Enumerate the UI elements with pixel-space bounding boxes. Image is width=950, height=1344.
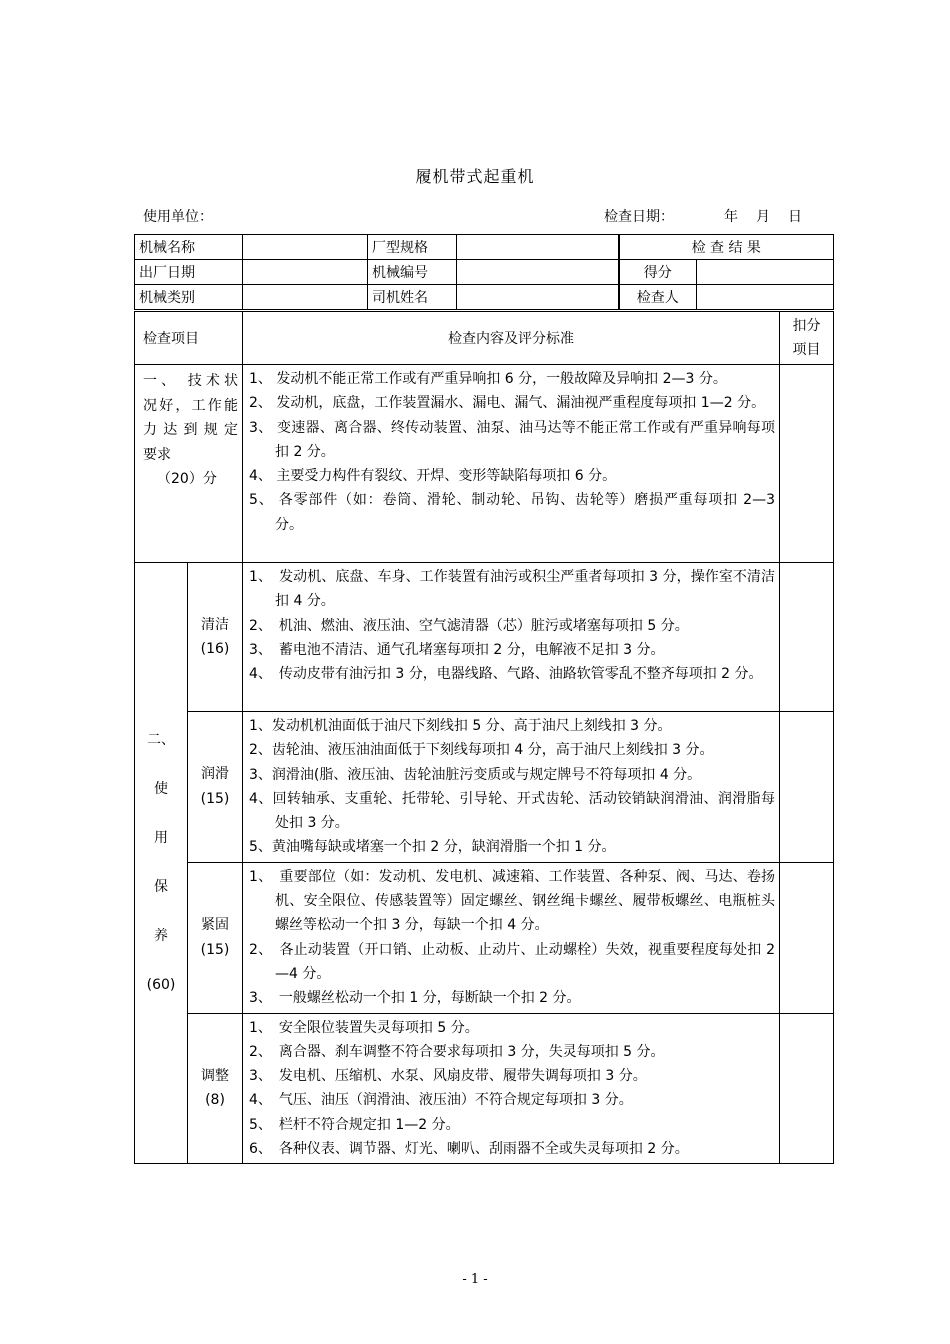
score-label: 得分 xyxy=(619,260,697,285)
unit-label: 使用单位： xyxy=(143,209,213,225)
col-header-deduct xyxy=(780,312,834,365)
section2-label xyxy=(135,563,188,1164)
inspection-table xyxy=(134,311,834,1164)
inspector-value[interactable] xyxy=(697,285,834,310)
deduct-cell[interactable] xyxy=(780,1013,834,1164)
col-header-content: 检查内容及评分标准 xyxy=(243,312,780,365)
result-header: 检 查 结 果 xyxy=(619,235,834,260)
score-value[interactable] xyxy=(697,260,834,285)
day-label: 日 xyxy=(788,209,802,225)
list-item: 1、 发动机、底盘、车身、工作装置有油污或积尘严重者每项扣 3 分，操作室不清洁扣 4 分。 xyxy=(249,569,775,610)
model-label: 厂型规格 xyxy=(368,235,457,260)
document-title: 履机带式起重机 xyxy=(415,167,535,186)
list-item: 2、 机油、燃油、液压油、空气滤清器（芯）脏污或堵塞每项扣 5 分。 xyxy=(249,617,689,634)
month-label: 月 xyxy=(756,209,770,225)
inspection-date xyxy=(604,206,802,226)
list-item: 2、 发动机，底盘，工作装置漏水、漏电、漏气、漏油视严重程度每项扣 1—2 分。 xyxy=(249,395,766,412)
inspector-label: 检查人 xyxy=(619,285,697,310)
section1-label xyxy=(135,365,243,563)
machine-type-label: 机械类别 xyxy=(135,285,243,310)
sub-score: (15) xyxy=(200,941,230,958)
deduct-label-2: 项目 xyxy=(792,342,821,358)
sub-name: 润滑 xyxy=(201,766,229,783)
sub-clean-items xyxy=(243,563,780,712)
list-item: 1、发动机机油面低于油尺下刻线扣 5 分、高于油尺上刻线扣 3 分。 xyxy=(249,718,672,734)
list-item: 5、 各零部件（如：卷筒、滑轮、制动轮、吊钩、齿轮等）磨损严重每项扣 2—3 分。 xyxy=(249,492,775,533)
driver-label: 司机姓名 xyxy=(368,285,457,310)
list-item: 3、润滑油(脂、液压油、齿轮油脏污变质或与规定牌号不符每项扣 4 分。 xyxy=(249,766,702,783)
sub-lubricate-items xyxy=(243,712,780,863)
sub-name: 紧固 xyxy=(201,917,229,934)
list-item: 5、黄油嘴每缺或堵塞一个扣 2 分，缺润滑脂一个扣 1 分。 xyxy=(249,839,616,856)
sub-lubricate xyxy=(188,712,243,863)
page-number: - 1 - xyxy=(462,1272,488,1287)
deduct-cell[interactable] xyxy=(780,712,834,863)
section1-label-line: 要求 xyxy=(143,446,171,463)
machine-type-value[interactable] xyxy=(243,285,368,310)
machine-no-label: 机械编号 xyxy=(368,260,457,285)
machine-name-label: 机械名称 xyxy=(135,235,243,260)
section2-label-line: 保 xyxy=(154,879,168,896)
model-value[interactable] xyxy=(457,235,619,260)
machine-no-value[interactable] xyxy=(457,260,619,285)
factory-date-label: 出厂日期 xyxy=(135,260,243,285)
sub-name: 清洁 xyxy=(201,616,229,633)
section1-label-line: 况好，工作能 xyxy=(143,397,238,414)
sub-score: (15) xyxy=(200,790,230,807)
sub-clean xyxy=(188,563,243,712)
list-item: 4、回转轴承、支重轮、托带轮、引导轮、开式齿轮、活动铰销缺润滑油、润滑脂每处扣 3 分。 xyxy=(249,790,775,832)
year-label: 年 xyxy=(724,209,738,225)
list-item: 2、 各止动装置（开口销、止动板、止动片、止动螺栓）失效，视重要程度每处扣 2—4 分。 xyxy=(249,941,775,982)
date-label: 检查日期： xyxy=(604,209,674,225)
list-item: 5、 栏杆不符合规定扣 1—2 分。 xyxy=(249,1116,460,1133)
list-item: 1、 安全限位装置失灵每项扣 5 分。 xyxy=(249,1019,479,1036)
deduct-cell[interactable] xyxy=(780,365,834,563)
machine-name-value[interactable] xyxy=(243,235,368,260)
section2-label-line: (60) xyxy=(146,976,176,993)
sub-score: (16) xyxy=(200,641,230,657)
list-item: 3、 一般螺丝松动一个扣 1 分，每断缺一个扣 2 分。 xyxy=(249,990,581,1007)
sub-adjust xyxy=(188,1013,243,1164)
list-item: 4、 气压、油压（润滑油、液压油）不符合规定每项扣 3 分。 xyxy=(249,1092,633,1109)
section1-label-line: （20）分 xyxy=(157,471,217,487)
list-item: 3、 变速器、离合器、终传动装置、油泵、油马达等不能正常工作或有严重异响每项扣 2 分。 xyxy=(249,419,775,460)
section2-label-line: 二、 xyxy=(147,732,175,749)
section1-items xyxy=(243,365,780,563)
deduct-label-1: 扣分 xyxy=(792,318,821,334)
list-item: 3、 蓄电池不清洁、通气孔堵塞每项扣 2 分，电解液不足扣 3 分。 xyxy=(249,641,665,658)
sub-fasten xyxy=(188,862,243,1013)
list-item: 4、 传动皮带有油污扣 3 分，电器线路、气路、油路软管零乱不整齐每项扣 2 分。 xyxy=(249,666,763,683)
deduct-cell[interactable] xyxy=(780,563,834,712)
section2-label-line: 使 xyxy=(154,781,168,798)
sub-score: (8) xyxy=(205,1092,225,1109)
list-item: 2、 离合器、刹车调整不符合要求每项扣 3 分，失灵每项扣 5 分。 xyxy=(249,1043,665,1060)
sub-adjust-items xyxy=(243,1013,780,1164)
list-item: 3、 发电机、压缩机、水泵、风扇皮带、履带失调每项扣 3 分。 xyxy=(249,1068,647,1085)
list-item: 6、 各种仪表、调节器、灯光、喇叭、刮雨器不全或失灵每项扣 2 分。 xyxy=(249,1141,689,1158)
deduct-cell[interactable] xyxy=(780,862,834,1013)
driver-value[interactable] xyxy=(457,285,619,310)
section1-label-line: 一、 技术状 xyxy=(143,373,238,389)
sub-fasten-items xyxy=(243,862,780,1013)
factory-date-value[interactable] xyxy=(243,260,368,285)
section1-label-line: 力达到规定 xyxy=(143,422,238,438)
list-item: 1、 重要部位（如：发动机、发电机、减速箱、工作装置、各种泵、阀、马达、卷扬机、安全限位、传感装置等）固定螺丝、钢丝绳卡螺丝、履带板螺丝、电瓶桩头螺丝等松动一个扣 3 分，每缺一个扣 4 分。 xyxy=(249,868,775,934)
col-header-item: 检查项目 xyxy=(135,312,243,365)
section2-label-line: 用 xyxy=(154,830,168,847)
list-item: 2、齿轮油、液压油油面低于下刻线每项扣 4 分，高于油尺上刻线扣 3 分。 xyxy=(249,742,714,759)
sub-name: 调整 xyxy=(201,1067,229,1084)
list-item: 4、 主要受力构件有裂纹、开焊、变形等缺陷每项扣 6 分。 xyxy=(249,468,617,485)
machine-info-table xyxy=(134,234,834,310)
section2-label-line: 养 xyxy=(154,928,168,945)
list-item: 1、 发动机不能正常工作或有严重异响扣 6 分，一般故障及异响扣 2—3 分。 xyxy=(249,371,727,387)
